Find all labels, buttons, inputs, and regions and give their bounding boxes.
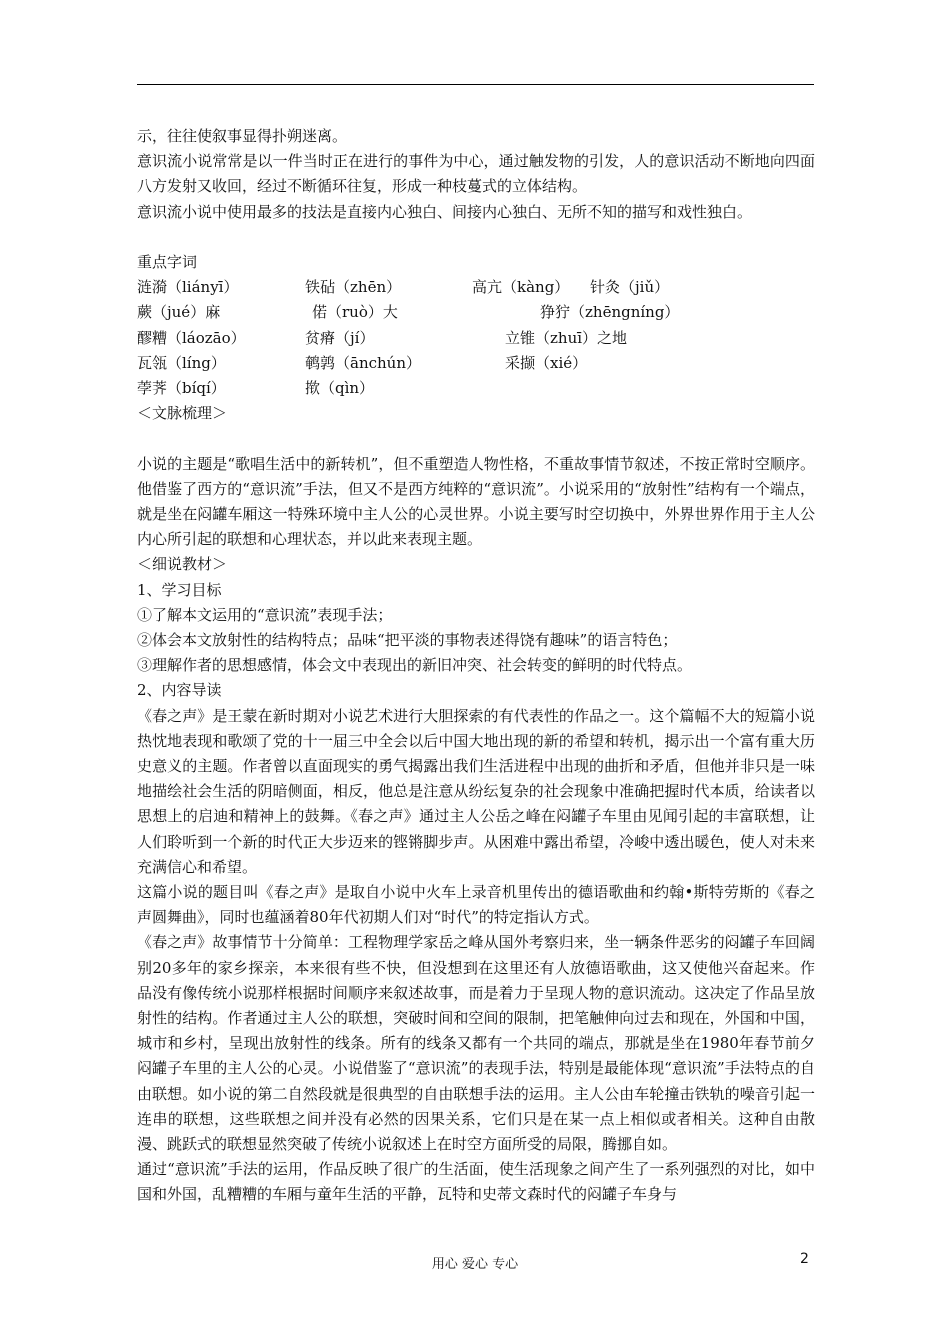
- page-number: 2: [800, 1251, 809, 1267]
- vocab-item: 鹌鹑（ānchún）: [305, 353, 421, 372]
- goal-item: ②体会本文放射性的结构特点；品味“把平淡的事物表述得饶有趣味”的语言特色；: [137, 630, 678, 649]
- guide-title: 2、内容导读: [137, 681, 222, 700]
- goal-item: ①了解本文运用的“意识流”表现手法；: [137, 605, 393, 624]
- vocab-item: 立锥（zhuī）之地: [505, 328, 628, 347]
- intro-line: 意识流小说常常是以一件当时正在进行的事件为中心，通过触发物的引发，人的意识活动不断地向四面八方发射又收回，经过不断循环往复，形成一种枝蔓式的立体结构。: [137, 152, 815, 196]
- vocab-item: 醪糟（láozāo）: [137, 328, 246, 347]
- vocab-item: 高亢（kàng）: [472, 278, 570, 297]
- guide-paragraph: 《春之声》是王蒙在新时期对小说艺术进行大胆探索的有代表性的作品之一。这个篇幅不大的短篇小说热忱地表现和歌颂了党的十一届三中全会以后中国大地出现的新的希望和转机，揭示出一个富有重大历史意义的主题。作者曾以直面现实的勇气揭露出我们生活进程中出现的曲折和矛盾，但他并非只是一味地描绘社会生活的阴暗侧面，相反，他总是注意从纷纭复杂的社会现象中准确把握时代本质，给读者以思想上的启迪和精神上的鼓舞。《春之声》通过主人公岳之峰在闷罐子车里由见闻引起的丰富联想，让人们聆听到一个新的时代正大步迈来的铿锵脚步声。从困难中露出希望，冷峻中透出暖色，使人对未来充满信心和希望。: [137, 706, 815, 876]
- section-heading-textbook: ＜细说教材＞: [137, 555, 228, 574]
- guide-paragraph: 《春之声》故事情节十分简单：工程物理学家岳之峰从国外考察归来，坐一辆条件恶劣的闷罐子车回阔别20多年的家乡探亲，本来很有些不快，但没想到在这里还有人放德语歌曲，这又使他兴奋起来。作品没有像传统小说那样根据时间顺序来叙述故事，而是着力于呈现人物的意识流动。这决定了作品呈放射性的结构。作者通过主人公的联想，突破时间和空间的限制，把笔触伸向过去和现在，外国和中国，城市和乡村，呈现出放射性的线条。所有的线条又都有一个共同的端点，那就是坐在1980年春节前夕闷罐子车里的主人公的心灵。小说借鉴了“意识流”的表现手法，特别是最能体现“意识流”手法特点的自由联想。如小说的第二自然段就是很典型的自由联想手法的运用。主人公由车轮撞击铁轨的噪音引起一连串的联想，这些联想之间并没有必然的因果关系，它们只是在某一点上相似或者相关。这种自由散漫、跳跃式的联想显然突破了传统小说叙述上在时空方面所受的局限，腾挪自如。: [137, 933, 815, 1154]
- vocab-item: 狰狞（zhēngníng）: [540, 303, 680, 322]
- intro-line: 意识流小说中使用最多的技法是直接内心独白、间接内心独白、无所不知的描写和戏性独白。: [137, 202, 753, 221]
- vocab-item: 铁砧（zhēn）: [305, 278, 402, 297]
- document-body: [137, 124, 815, 1208]
- structure-paragraph: 小说的主题是“歌唱生活中的新转机”，但不重塑造人物性格，不重故事情节叙述，不按正常时空顺序。他借鉴了西方的“意识流”手法，但又不是西方纯粹的“意识流”。小说采用的“放射性”结构有一个端点，就是坐在闷罐车厢这一特殊环境中主人公的心灵世界。小说主要写时空切换中，外界世界作用于主人公内心所引起的联想和心理状态，并以此来表现主题。: [137, 454, 815, 549]
- vocab-item: 采撷（xié）: [505, 353, 588, 372]
- header-rule: [137, 84, 814, 85]
- vocab-item: 瓦瓴（líng）: [137, 353, 226, 372]
- vocab-row: [137, 351, 815, 376]
- guide-paragraph: 这篇小说的题目叫《春之声》是取自小说中火车上录音机里传出的德语歌曲和约翰•斯特劳斯的《春之声圆舞曲》，同时也蕴涵着80年代初期人们对“时代”的特定指认方式。: [137, 882, 815, 927]
- vocab-item: 涟漪（liányī）: [137, 278, 239, 297]
- goal-item: ③理解作者的思想感情，体会文中表现出的新旧冲突、社会转变的鲜明的时代特点。: [137, 656, 693, 675]
- vocab-row: [137, 376, 815, 401]
- vocab-row: [137, 326, 815, 351]
- vocab-item: 偌（ruò）大: [312, 303, 398, 322]
- vocab-item: 贫瘠（jí）: [305, 328, 375, 347]
- vocab-item: 揿（qìn）: [305, 378, 375, 397]
- vocab-item: 荸荠（bíqí）: [137, 378, 226, 397]
- footer-motto: 用心 爱心 专心: [431, 1257, 519, 1272]
- vocab-item: 蕨（jué）麻: [137, 303, 221, 322]
- section-heading-structure: ＜文脉梳理＞: [137, 404, 228, 423]
- vocab-row: [137, 300, 815, 325]
- intro-line: 示，往往使叙事显得扑朔迷离。: [137, 127, 348, 145]
- vocab-heading: 重点字词: [137, 253, 198, 271]
- vocab-item: 针灸（jiǔ）: [590, 278, 670, 297]
- goals-title: 1、学习目标: [137, 580, 222, 599]
- vocab-row: [137, 275, 815, 300]
- guide-paragraph: 通过“意识流”手法的运用，作品反映了很广的生活面，使生活现象之间产生了一系列强烈的对比，如中国和外国，乱糟糟的车厢与童年生活的平静，瓦特和史蒂文森时代的闷罐子车身与: [137, 1160, 815, 1204]
